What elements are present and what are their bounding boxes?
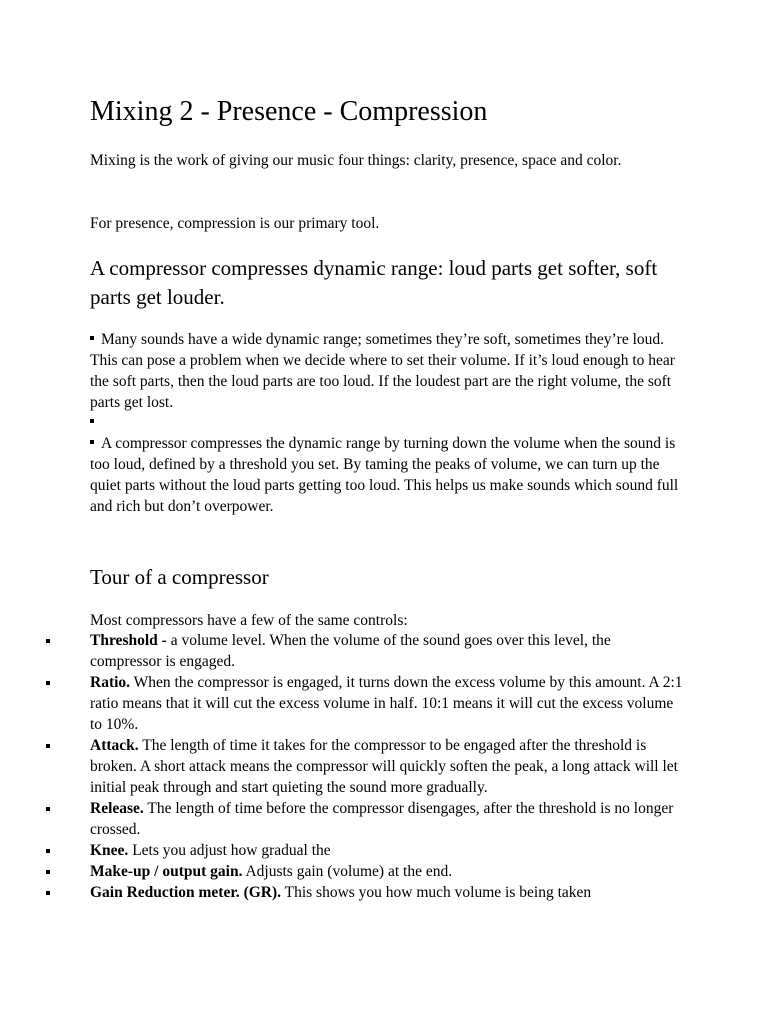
list-item-ratio (0, 672, 685, 735)
bullet-square-icon (46, 870, 50, 874)
controls-intro: Most compressors have a few of the same controls: (90, 612, 408, 629)
term-knee: Knee. (90, 842, 129, 859)
presence-paragraph: For presence, compression is our primary tool. (90, 215, 380, 232)
bullet-square-icon (90, 419, 94, 423)
bullet-paragraph-1 (90, 329, 690, 413)
desc-gain-reduction-b: This shows you how much volume is being taken (281, 884, 592, 901)
term-gain-reduction: Gain Reduction meter. (90, 884, 240, 901)
bullet-text-2: A compressor compresses the dynamic range by turning down the volume when the sound is too loud, defined by a threshold you set. By taming the peaks of volume, we can turn up the quiet parts without the loud parts getting too loud. This helps us make sounds which sound full and rich but don’t overpower. (90, 435, 679, 515)
desc-attack: The length of time it takes for the compressor to be engaged after the threshold is broken. A short attack means the compressor will quickly soften the peak, a long attack will let initial peak through and start quieting the sound more gradually. (90, 737, 678, 796)
bullet-text-1: Many sounds have a wide dynamic range; sometimes they’re soft, sometimes they’re loud. This can pose a problem when we decide where to set their volume. If it’s loud enough to hear the soft parts, then the loud parts are too loud. If the loudest part are the right volume, the soft parts get lost. (90, 331, 675, 411)
term-ratio: Ratio. (90, 674, 131, 691)
bullet-square-icon (46, 744, 50, 748)
list-item-release (0, 798, 685, 840)
term-threshold: Threshold - (90, 632, 167, 649)
desc-knee: Lets you adjust how gradual the (128, 842, 331, 859)
desc-makeup-gain: Adjusts gain (volume) at the end. (242, 863, 453, 880)
term-attack: Attack. (90, 737, 139, 754)
list-item-knee (0, 840, 685, 861)
desc-release: The length of time before the compressor disengages, after the threshold is no longer crossed. (90, 800, 674, 838)
list-item-threshold (0, 630, 685, 672)
bullet-square-icon (90, 440, 94, 444)
bullet-square-icon (90, 336, 94, 340)
section-heading-tour: Tour of a compressor (90, 565, 269, 589)
bullet-square-icon (46, 639, 50, 643)
desc-ratio: When the compressor is engaged, it turns down the excess volume by this amount. A 2:1 ratio means that it will cut the excess volume in half. 10:1 means it will cut the excess volume to 10%. (90, 674, 683, 733)
list-item-gain-reduction (0, 882, 685, 903)
desc-threshold: a volume level. When the volume of the sound goes over this level, the compressor is engaged. (90, 632, 611, 670)
bullet-square-icon (46, 891, 50, 895)
term-release: Release. (90, 800, 144, 817)
intro-paragraph: Mixing is the work of giving our music four things: clarity, presence, space and color. (90, 152, 622, 169)
controls-list (0, 630, 768, 903)
list-item-attack (0, 735, 685, 798)
compressor-statement: A compressor compresses dynamic range: loud parts get softer, soft parts get louder. (90, 256, 658, 309)
term-makeup-gain: Make-up / output gain. (90, 863, 243, 880)
bullet-square-icon (46, 681, 50, 685)
empty-bullet (90, 412, 690, 433)
list-item-makeup-gain (0, 861, 685, 882)
bullet-square-icon (46, 849, 50, 853)
bullet-paragraph-2 (90, 433, 690, 517)
bullet-square-icon (46, 807, 50, 811)
page-title: Mixing 2 - Presence - Compression (90, 96, 488, 127)
term-gr: (GR). (243, 884, 282, 901)
